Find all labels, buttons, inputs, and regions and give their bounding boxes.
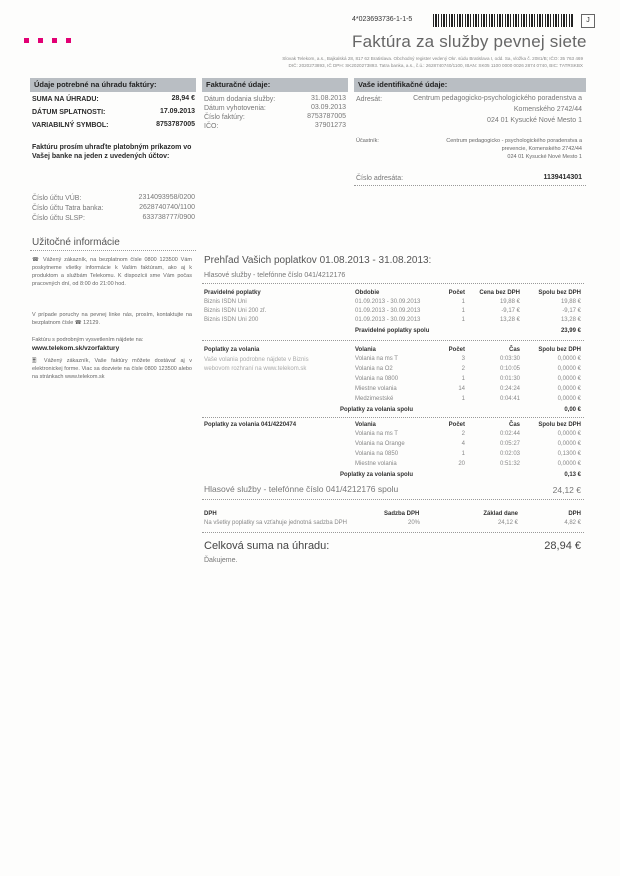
addressee-no-label: Číslo adresáta: xyxy=(356,175,404,182)
call-time: 0:05:27 xyxy=(499,441,520,447)
address-line: Komenského 2742/44 xyxy=(513,106,582,113)
address-line: 024 01 Kysucké Nové Mesto 1 xyxy=(487,117,582,124)
vat-col-header: DPH xyxy=(568,511,581,517)
regular-total: 19,88 € xyxy=(560,299,581,305)
barcode xyxy=(433,14,573,27)
vat-rate: 20% xyxy=(408,520,421,526)
useful-link[interactable]: www.telekom.sk/vzorfaktury xyxy=(32,345,120,352)
identification-heading: Vaše identifikačné údaje: xyxy=(354,78,586,92)
col-header: Pravidelné poplatky xyxy=(204,290,261,296)
regular-price: 19,88 € xyxy=(499,299,520,305)
call-type: Volania na ms T xyxy=(355,431,398,437)
regular-total: 13,28 € xyxy=(560,317,581,323)
call-time: 0:51:32 xyxy=(499,461,520,467)
account-label: Číslo účtu Tatra banka: xyxy=(32,205,104,212)
due-value: 17.09.2013 xyxy=(159,108,195,115)
address-line: Centrum pedagogicko-psychologického poradenstva a xyxy=(413,95,582,102)
call-total: 0,0000 € xyxy=(557,441,581,447)
call-time: 0:10:05 xyxy=(499,366,520,372)
call-type: Miestne volania xyxy=(355,386,397,392)
total-value: 28,94 € xyxy=(171,95,195,102)
call-time: 0:04:41 xyxy=(499,396,520,402)
call-total: 0,0000 € xyxy=(557,376,581,382)
col-header: Čas xyxy=(508,347,520,353)
invoice-row-value: 8753787005 xyxy=(307,113,346,120)
col-header: Poplatky za volania xyxy=(204,347,260,353)
call-total: 0,0000 € xyxy=(557,386,581,392)
regular-price: -9,17 € xyxy=(501,308,520,314)
account-value: 633738777/0900 xyxy=(142,214,195,221)
invoice-row-label: IČO: xyxy=(204,123,219,130)
call-count: 1 xyxy=(461,376,465,382)
service-total-label: Hlasové služby - telefónne číslo 041/4212176 spolu xyxy=(204,484,399,494)
vat-name: Na všetky poplatky sa vzťahuje jednotná sadzba DPH xyxy=(204,520,347,526)
call-total: 0,1300 € xyxy=(557,451,581,457)
company-info xyxy=(180,55,583,69)
call-count: 14 xyxy=(458,386,465,392)
call-total: 0,0000 € xyxy=(557,461,581,467)
call-count: 1 xyxy=(461,451,465,457)
useful-heading: Užitočné informácie xyxy=(32,237,120,248)
payment-note: Faktúru prosím uhraďte platobným príkazom vo Vašej banke na jeden z uvedených účtov: xyxy=(32,144,192,160)
col-header: Spolu bez DPH xyxy=(538,422,581,428)
call-type: Volania na 0800 xyxy=(355,376,399,382)
divider xyxy=(202,283,584,284)
col-header: Volania xyxy=(355,347,376,353)
account-value: 2314093958/0200 xyxy=(138,194,195,201)
call-count: 3 xyxy=(461,356,465,362)
addressee-no-value: 1139414301 xyxy=(543,174,582,181)
col-header: Spolu bez DPH xyxy=(538,290,581,296)
calls-note: Vaše volania podrobne nájdete v Biznis webovom rozhraní na www.telekom.sk xyxy=(204,357,309,372)
account-label: Číslo účtu VÚB: xyxy=(32,195,82,202)
col-header: Počet xyxy=(448,347,465,353)
call-count: 20 xyxy=(458,461,465,467)
grand-total-label: Celková suma na úhradu: xyxy=(204,540,330,552)
regular-count: 1 xyxy=(461,308,465,314)
call-type: Volania na 0850 xyxy=(355,451,399,457)
document-number: 4*023693736-1-1-5 xyxy=(352,16,413,23)
divider xyxy=(202,532,584,533)
call-type: Medzimestské xyxy=(355,396,394,402)
useful-p1: ☎ Vážený zákazník, na bezplatnom čísle 0800 123500 Vám poskytneme všetky informácie k Vašim faktúram, ako aj k produktom a službám Telekomu. K dispozícii sme Vám počas pracovných dní, od 8:00 do 21:00 hod. xyxy=(32,257,192,287)
call-time: 0:24:24 xyxy=(499,386,520,392)
regular-period: 01.09.2013 - 30.09.2013 xyxy=(355,308,421,314)
invoice-row-label: Číslo faktúry: xyxy=(204,114,245,121)
col-header: Obdobie xyxy=(355,290,380,296)
divider xyxy=(202,499,584,500)
regular-period: 01.09.2013 - 30.09.2013 xyxy=(355,299,421,305)
divider xyxy=(354,185,586,186)
call-total: 0,0000 € xyxy=(557,431,581,437)
account-label: Číslo účtu SLSP: xyxy=(32,215,85,222)
call-time: 0:03:30 xyxy=(499,356,520,362)
telekom-logo xyxy=(24,30,80,48)
vs-value: 8753787005 xyxy=(156,121,195,128)
payment-heading: Údaje potrebné na úhradu faktúry: xyxy=(30,78,196,92)
company-line-2: DIČ: 2020273893, IČ DPH: SK2020273893. Tatra banka, a.s., č.ú.: 2628740740/1100, IBAN: SK05 1100 0000 0026 2874 0740, BIC: TATRSKBX xyxy=(288,63,583,68)
page-title: Faktúra za služby pevnej siete xyxy=(352,32,587,51)
vat-base: 24,12 € xyxy=(497,520,518,526)
divider xyxy=(30,250,196,251)
regular-sum-label: Pravidelné poplatky spolu xyxy=(355,328,430,334)
invoice-row-value: 37901273 xyxy=(314,122,346,129)
invoice-data-heading: Fakturačné údaje: xyxy=(202,78,348,92)
call-type: Volania na O2 xyxy=(355,366,393,372)
useful-p2: V prípade poruchy na pevnej linke nás, prosím, kontaktujte na bezplatnom čísle ☎ 12129. xyxy=(32,312,192,326)
address-label: Adresát: xyxy=(356,96,383,103)
calls1-sum-value: 0,00 € xyxy=(564,407,581,413)
vs-label: VARIABILNÝ SYMBOL: xyxy=(32,122,109,129)
participant-label: Účastník: xyxy=(356,138,379,144)
regular-total: -9,17 € xyxy=(562,308,581,314)
useful-p3: Faktúru s podrobným vysvetlením nájdete na: xyxy=(32,337,144,343)
vat-value: 4,82 € xyxy=(564,520,581,526)
regular-count: 1 xyxy=(461,317,465,323)
total-label: SUMA NA ÚHRADU: xyxy=(32,96,99,103)
regular-name: Biznis ISDN Uni xyxy=(204,299,247,305)
useful-p4: 🗏 Vážený zákazník, Vaše faktúry môžete dostávať aj v elektronickej forme. Viac sa dozviete na čísle 0800 123500 alebo na stránkach www.telekom.sk xyxy=(32,358,192,380)
vat-col-header: DPH xyxy=(204,511,217,517)
call-total: 0,0000 € xyxy=(557,366,581,372)
overview-title: Prehľad Vašich poplatkov 01.08.2013 - 31.08.2013: xyxy=(204,255,432,266)
participant-line: prevencie, Komenského 2742/44 xyxy=(501,146,582,152)
regular-name: Biznis ISDN Uni 200 xyxy=(204,317,259,323)
invoice-row-label: Dátum vyhotovenia: xyxy=(204,105,266,112)
account-value: 2628740740/1100 xyxy=(139,204,195,211)
call-count: 4 xyxy=(461,441,465,447)
call-total: 0,0000 € xyxy=(557,356,581,362)
call-type: Volania na Orange xyxy=(355,441,405,447)
vat-col-header: Sadzba DPH xyxy=(384,511,420,517)
grand-total-value: 28,94 € xyxy=(544,540,581,552)
col-header: Čas xyxy=(508,422,520,428)
col-header: Počet xyxy=(448,422,465,428)
phone-icon: ☎ xyxy=(32,257,43,263)
calls2-sum-value: 0,13 € xyxy=(564,472,581,478)
col-header: Volania xyxy=(355,422,376,428)
call-total: 0,0000 € xyxy=(557,396,581,402)
regular-period: 01.09.2013 - 30.09.2013 xyxy=(355,317,421,323)
col-header: Poplatky za volania 041/4220474 xyxy=(204,422,297,428)
regular-name: Biznis ISDN Uni 200 zľ. xyxy=(204,308,267,314)
call-count: 2 xyxy=(461,431,465,437)
overview-service: Hlasové služby - telefónne číslo 041/4212176 xyxy=(204,272,346,279)
call-count: 2 xyxy=(461,366,465,372)
invoice-row-value: 31.08.2013 xyxy=(310,95,346,102)
call-type: Miestne volania xyxy=(355,461,397,467)
calls1-sum-label: Poplatky za volania spolu xyxy=(340,407,414,413)
regular-price: 13,28 € xyxy=(499,317,520,323)
call-time: 0:02:03 xyxy=(499,451,520,457)
calls2-sum-label: Poplatky za volania spolu xyxy=(340,472,414,478)
regular-count: 1 xyxy=(461,299,465,305)
col-header: Počet xyxy=(448,290,465,296)
service-total-value: 24,12 € xyxy=(552,485,581,495)
participant-line: Centrum pedagogicko - psychologického poradenstva a xyxy=(446,138,582,144)
divider xyxy=(202,340,584,341)
col-header: Cena bez DPH xyxy=(479,290,520,296)
regular-sum-value: 23,99 € xyxy=(560,328,581,334)
invoice-row-value: 03.09.2013 xyxy=(310,104,346,111)
participant-line: 024 01 Kysucké Nové Mesto 1 xyxy=(507,154,582,160)
invoice-row-label: Dátum dodania služby: xyxy=(204,96,276,103)
thanks-text: Ďakujeme. xyxy=(204,557,238,564)
document-icon: 🗏 xyxy=(32,358,44,364)
call-count: 1 xyxy=(461,396,465,402)
divider xyxy=(202,417,584,418)
call-type: Volania na ms T xyxy=(355,356,398,362)
vat-col-header: Základ dane xyxy=(483,511,518,517)
company-line-1: Slovak Telekom, a.s., Bajkalská 28, 817 62 Bratislava. Obchodný register vedený Okr. súdu Bratislava I, odd. Sa, vložka č. 2081/B; IČO: 35 763 469 xyxy=(282,56,583,61)
call-time: 0:02:44 xyxy=(499,431,520,437)
col-header: Spolu bez DPH xyxy=(538,347,581,353)
due-label: DÁTUM SPLATNOSTI: xyxy=(32,109,106,116)
corner-box: J xyxy=(581,14,595,28)
call-time: 0:01:30 xyxy=(499,376,520,382)
